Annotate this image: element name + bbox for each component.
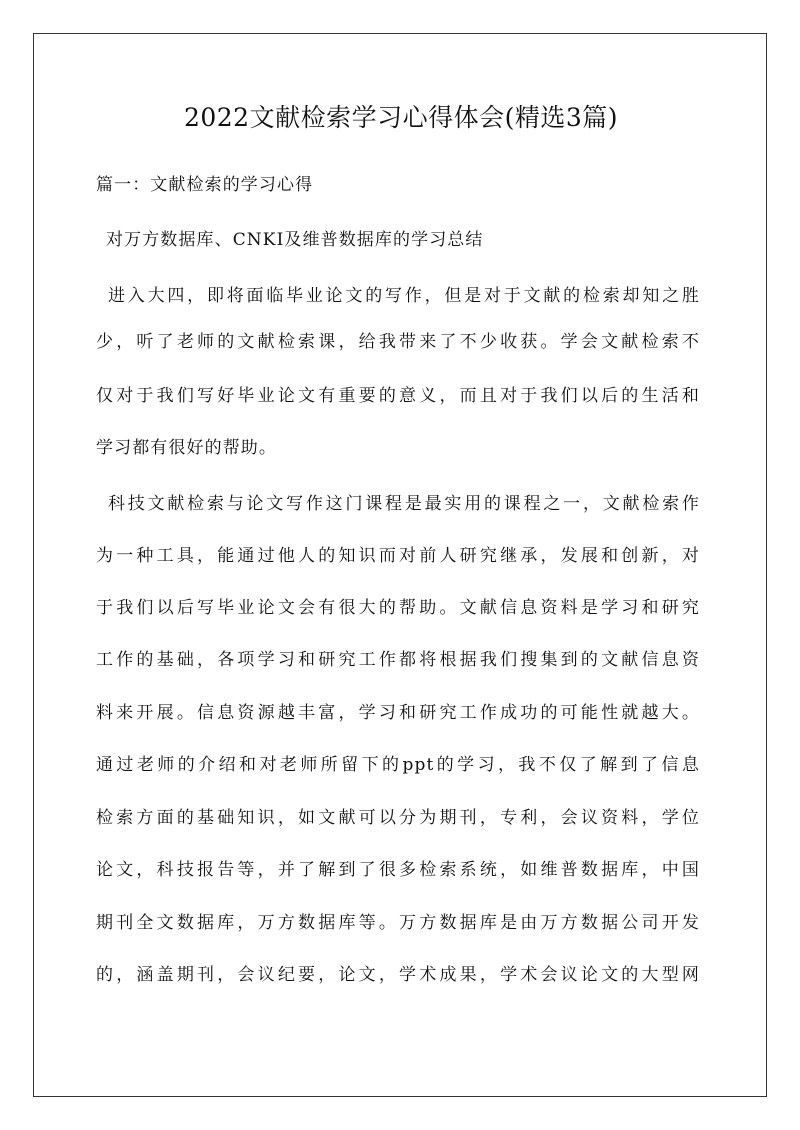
paragraph-line: 于我们以后写毕业论文会有很大的帮助。文献信息资料是学习和研究 — [96, 598, 700, 618]
document-title: 2022文献检索学习心得体会(精选3篇) — [183, 103, 619, 132]
paragraph-line: 论文，科技报告等，并了解到了很多检索系统，如维普数据库，中国 — [96, 860, 700, 880]
paragraph-line: 工作的基础，各项学习和研究工作都将根据我们搜集到的文献信息资 — [96, 650, 700, 670]
paragraph-line: 期刊全文数据库，万方数据库等。万方数据库是由万方数据公司开发 — [96, 913, 700, 933]
paragraph-line: 为一种工具，能通过他人的知识而对前人研究继承，发展和创新，对 — [96, 546, 700, 566]
paragraph-line: 学习都有很好的帮助。 — [96, 438, 277, 458]
paragraph-line: 的，涵盖期刊，会议纪要，论文，学术成果，学术会议论文的大型网 — [96, 965, 700, 985]
subheading: 对万方数据库、CNKI及维普数据库的学习总结 — [106, 230, 484, 250]
paragraph-line: 检索方面的基础知识，如文献可以分为期刊，专利，会议资料，学位 — [96, 808, 700, 828]
paragraph-line: 进入大四，即将面临毕业论文的写作，但是对于文献的检索却知之胜 — [108, 286, 700, 306]
paragraph-line: 科技文献检索与论文写作这门课程是最实用的课程之一，文献检索作 — [108, 494, 700, 514]
section-heading: 篇一：文献检索的学习心得 — [96, 175, 314, 195]
paragraph-line: 少，听了老师的文献检索课，给我带来了不少收获。学会文献检索不 — [96, 332, 700, 352]
paragraph-line: 仅对于我们写好毕业论文有重要的意义，而且对于我们以后的生活和 — [96, 386, 700, 406]
paragraph-line: 通过老师的介绍和对老师所留下的ppt的学习，我不仅了解到了信息 — [96, 755, 700, 775]
paragraph-line: 料来开展。信息资源越丰富，学习和研究工作成功的可能性就越大。 — [96, 703, 700, 723]
